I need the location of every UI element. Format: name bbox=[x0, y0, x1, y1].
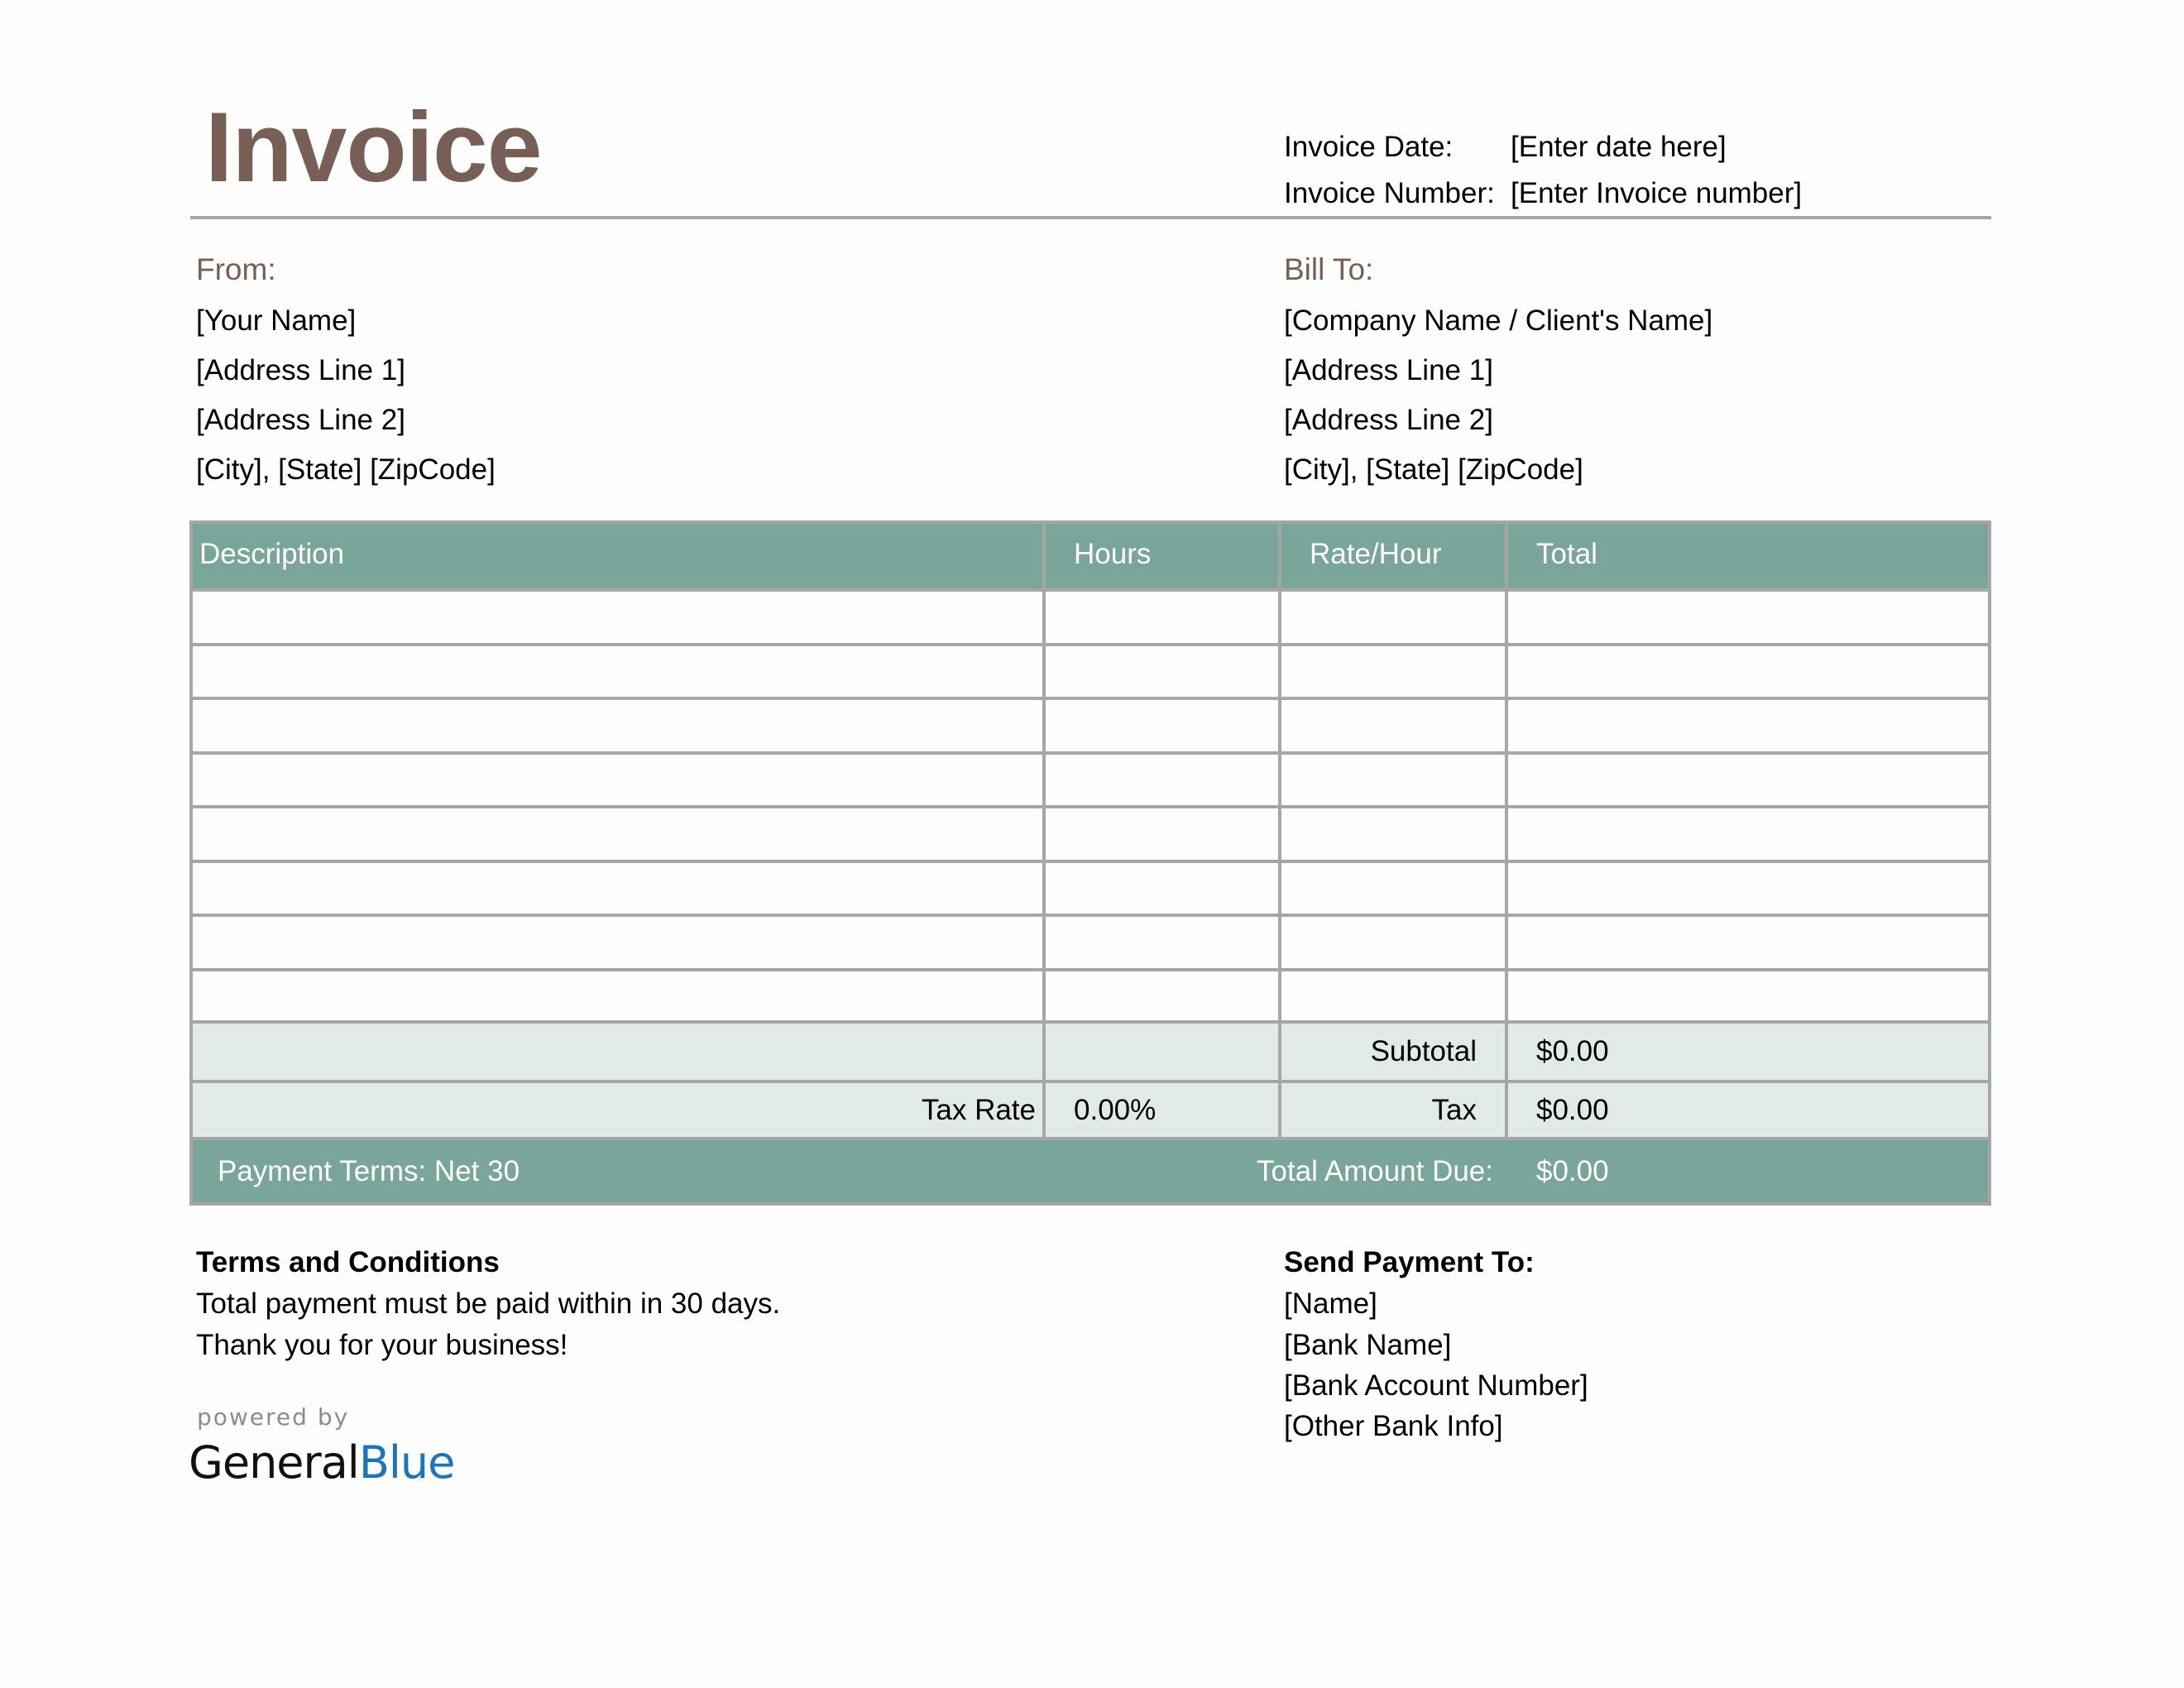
cell-description[interactable] bbox=[189, 751, 1042, 806]
cell-total[interactable] bbox=[1505, 643, 1991, 698]
cell-total[interactable] bbox=[1505, 697, 1991, 751]
cell-description[interactable] bbox=[189, 588, 1042, 643]
other-bank-info[interactable]: [Other Bank Info] bbox=[1284, 1410, 1503, 1442]
cell-total[interactable] bbox=[1505, 805, 1991, 860]
cell-hours[interactable] bbox=[1042, 968, 1278, 1023]
cell-hours[interactable] bbox=[1042, 588, 1278, 643]
subtotal-blank-hours bbox=[1042, 1022, 1278, 1081]
cell-rate[interactable] bbox=[1278, 751, 1505, 806]
from-city-state-zip[interactable]: [City], [State] [ZipCode] bbox=[196, 453, 496, 486]
cell-hours[interactable] bbox=[1042, 643, 1278, 698]
bill-to-address-line-2[interactable]: [Address Line 2] bbox=[1284, 404, 1493, 436]
invoice-date-value[interactable]: [Enter date here] bbox=[1511, 131, 1727, 163]
cell-rate[interactable] bbox=[1278, 588, 1505, 643]
payment-summary-row bbox=[189, 1139, 1991, 1204]
column-header-description: Description bbox=[189, 520, 1042, 588]
column-header-hours: Hours bbox=[1042, 520, 1278, 588]
cell-hours[interactable] bbox=[1042, 860, 1278, 914]
powered-by-text: powered by bbox=[197, 1403, 350, 1431]
row-divider bbox=[189, 914, 1991, 917]
cell-hours[interactable] bbox=[1042, 751, 1278, 806]
row-divider bbox=[189, 588, 1991, 592]
cell-total[interactable] bbox=[1505, 968, 1991, 1023]
column-header-total: Total bbox=[1505, 520, 1991, 588]
table-bottom-border bbox=[189, 1202, 1991, 1206]
generalblue-logo[interactable] bbox=[189, 1436, 454, 1489]
cell-rate[interactable] bbox=[1278, 968, 1505, 1023]
table-row bbox=[189, 968, 1991, 1023]
bank-account-number[interactable]: [Bank Account Number] bbox=[1284, 1369, 1588, 1402]
row-divider bbox=[189, 1020, 1991, 1024]
table-row bbox=[189, 805, 1991, 860]
row-divider bbox=[189, 697, 1991, 700]
subtotal-row bbox=[189, 1022, 1991, 1081]
tax-value: $0.00 bbox=[1505, 1081, 1991, 1139]
from-address-line-1[interactable]: [Address Line 1] bbox=[196, 354, 405, 386]
table-row bbox=[189, 588, 1991, 643]
cell-rate[interactable] bbox=[1278, 643, 1505, 698]
cell-hours[interactable] bbox=[1042, 697, 1278, 751]
invoice-title: Invoice bbox=[205, 92, 542, 203]
subtotal-value: $0.00 bbox=[1505, 1022, 1991, 1081]
total-due-value: $0.00 bbox=[1536, 1154, 1609, 1187]
invoice-number-value[interactable]: [Enter Invoice number] bbox=[1511, 177, 1803, 209]
bill-to-address-line-1[interactable]: [Address Line 1] bbox=[1284, 354, 1493, 386]
cell-description[interactable] bbox=[189, 968, 1042, 1023]
terms-line-1: Total payment must be paid within in 30 days. bbox=[196, 1288, 781, 1320]
row-divider bbox=[189, 805, 1991, 808]
cell-rate[interactable] bbox=[1278, 914, 1505, 968]
row-divider bbox=[189, 860, 1991, 863]
terms-heading: Terms and Conditions bbox=[196, 1246, 500, 1278]
subtotal-blank-cell bbox=[189, 1022, 1042, 1081]
payment-terms: Payment Terms: Net 30 bbox=[218, 1154, 520, 1187]
cell-rate[interactable] bbox=[1278, 697, 1505, 751]
row-divider bbox=[189, 968, 1991, 971]
cell-description[interactable] bbox=[189, 805, 1042, 860]
row-divider bbox=[189, 1137, 1991, 1140]
subtotal-label: Subtotal bbox=[1278, 1022, 1505, 1081]
table-right-border bbox=[1988, 520, 1991, 1204]
cell-rate[interactable] bbox=[1278, 860, 1505, 914]
from-name[interactable]: [Your Name] bbox=[196, 305, 357, 337]
tax-rate-label: Tax Rate bbox=[189, 1081, 1042, 1139]
cell-hours[interactable] bbox=[1042, 805, 1278, 860]
bank-name[interactable]: [Bank Name] bbox=[1284, 1329, 1452, 1361]
row-divider bbox=[189, 1080, 1991, 1083]
invoice-date-label: Invoice Date: bbox=[1284, 131, 1454, 163]
tax-label: Tax bbox=[1278, 1081, 1505, 1139]
table-row bbox=[189, 643, 1991, 698]
cell-description[interactable] bbox=[189, 643, 1042, 698]
table-header-row bbox=[189, 520, 1991, 588]
from-address-line-2[interactable]: [Address Line 2] bbox=[196, 404, 405, 436]
bill-to-company[interactable]: [Company Name / Client's Name] bbox=[1284, 305, 1713, 337]
cell-description[interactable] bbox=[189, 914, 1042, 968]
bill-to-city-state-zip[interactable]: [City], [State] [ZipCode] bbox=[1284, 453, 1583, 486]
payee-name[interactable]: [Name] bbox=[1284, 1288, 1377, 1320]
cell-description[interactable] bbox=[189, 860, 1042, 914]
logo-blue: Blue bbox=[358, 1436, 455, 1489]
cell-description[interactable] bbox=[189, 697, 1042, 751]
total-due-label: Total Amount Due: bbox=[1257, 1154, 1493, 1187]
cell-total[interactable] bbox=[1505, 751, 1991, 806]
tax-rate-value[interactable]: 0.00% bbox=[1042, 1081, 1278, 1139]
cell-total[interactable] bbox=[1505, 588, 1991, 643]
cell-total[interactable] bbox=[1505, 914, 1991, 968]
table-top-border bbox=[189, 520, 1991, 524]
header-divider bbox=[190, 216, 1991, 219]
row-divider bbox=[189, 643, 1991, 646]
table-row bbox=[189, 697, 1991, 751]
tax-row bbox=[189, 1081, 1991, 1139]
invoice-number-label: Invoice Number: bbox=[1284, 177, 1495, 209]
table-row bbox=[189, 751, 1991, 806]
logo-general: General bbox=[189, 1436, 359, 1489]
cell-rate[interactable] bbox=[1278, 805, 1505, 860]
cell-hours[interactable] bbox=[1042, 914, 1278, 968]
row-divider bbox=[189, 751, 1991, 755]
table-row bbox=[189, 860, 1991, 914]
cell-total[interactable] bbox=[1505, 860, 1991, 914]
table-row bbox=[189, 914, 1991, 968]
bill-to-heading: Bill To: bbox=[1284, 252, 1374, 286]
terms-line-2: Thank you for your business! bbox=[196, 1329, 568, 1361]
from-heading: From: bbox=[196, 252, 276, 286]
send-payment-heading: Send Payment To: bbox=[1284, 1246, 1535, 1278]
invoice-table bbox=[189, 520, 1991, 1204]
column-header-rate: Rate/Hour bbox=[1278, 520, 1505, 588]
